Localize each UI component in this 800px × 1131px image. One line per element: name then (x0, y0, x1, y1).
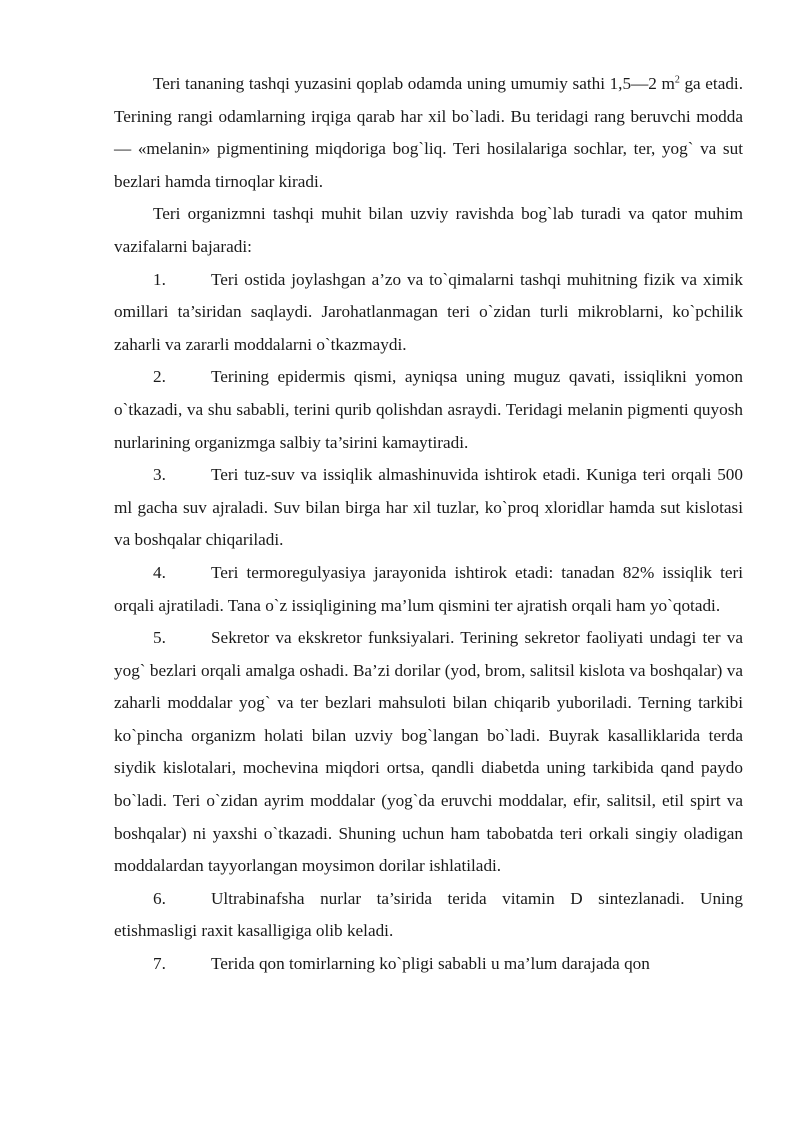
list-item (114, 361, 743, 459)
list-item-text: Terining epidermis qismi, ayniqsa uning muguz qavati, issiqlikni yomon o`tkazadi, va shu sababli, terini qurib qolishdan asraydi. Teridagi melanin pigmenti quyosh nurlarining organizmga salbiy ta’sirini kamaytiradi. (114, 367, 743, 452)
list-item (114, 948, 743, 981)
list-item-number: 2. (153, 367, 166, 387)
list-item (114, 557, 743, 622)
list-item-text: Teri tuz-suv va issiqlik almashinuvida ishtirok etadi. Kuniga teri orqali 500 ml gacha suv ajraladi. Suv bilan birga har xil tuzlar, ko`proq xloridlar hamda sut kislotasi va boshqalar chiqariladi. (114, 465, 743, 550)
document-page (114, 68, 743, 981)
list-item-number: 6. (153, 888, 166, 908)
list-item (114, 883, 743, 948)
intro-text-after-sup: ga etadi. Terining rangi odamlarning irqiga qarab har xil bo`ladi. Bu teridagi rang beruvchi modda — «melanin» pigmentining miqdoriga bog`liq. Teri hosilalariga sochlar, ter, yog` va sut bezlari hamda tirnoqlar kiradi. (114, 74, 743, 191)
list-item-text: Teri termoregulyasiya jarayonida ishtirok etadi: tanadan 82% issiqlik teri orqali ajratiladi. Tana o`z issiqligining ma’lum qismini ter ajratish orqali ham yo`qotadi. (114, 562, 743, 615)
list-item-number: 7. (153, 954, 166, 974)
list-item-number: 1. (153, 269, 166, 289)
list-item-number: 4. (153, 562, 166, 582)
list-item-number: 5. (153, 628, 166, 648)
list-item-text: Terida qon tomirlarning ko`pligi sababli u ma’lum darajada qon (211, 954, 650, 974)
list-item (114, 622, 743, 883)
intro-paragraph-2: Teri organizmni tashqi muhit bilan uzviy ravishda bog`lab turadi va qator muhim vazifalarni bajaradi: (114, 204, 743, 256)
list-item-number: 3. (153, 465, 166, 485)
list-item-text: Sekretor va ekskretor funksiyalari. Terining sekretor faoliyati undagi ter va yog` bezlari orqali amalga oshadi. Ba’zi dorilar (yod, brom, salitsil kislota va boshqalar) va zaharli moddalar yog` va ter bezlari mahsuloti bilan chiqarib yuboriladi. Terning tarkibi ko`pincha organizm holati bilan uzviy bog`langan bo`ladi. Buyrak kasalliklarida terda siydik kislotalari, mochevina miqdori ortsa, qandli diabetda uning tarkibida qand paydo bo`ladi. Teri o`zidan ayrim moddalar (yog`da eruvchi moddalar, efir, salitsil, etil spirt va boshqalar) ni yaxshi o`tkazadi. Shuning uchun ham tabobatda teri orkali singiy oladigan moddalardan tayyorlangan moysimon dorilar ishlatiladi. (114, 628, 743, 876)
intro-text-before-sup: Teri tananing tashqi yuzasini qoplab odamda uning umumiy sathi 1,5—2 m (153, 74, 675, 93)
list-item (114, 264, 743, 362)
list-item-text: Ultrabinafsha nurlar ta’sirida terida vitamin D sintezlanadi. Uning etishmasligi raxit kasalligiga olib keladi. (114, 888, 743, 941)
superscript-2: 2 (674, 74, 680, 86)
intro-paragraph-1 (114, 68, 743, 198)
list-item-text: Teri ostida joylashgan a’zo va to`qimalarni tashqi muhitning fizik va ximik omillari ta’siridan saqlaydi. Jarohatlanmagan teri o`zidan turli mikroblarni, ko`pchilik zaharli va zararli moddalarni o`tkazmaydi. (114, 269, 743, 354)
list-item (114, 459, 743, 557)
